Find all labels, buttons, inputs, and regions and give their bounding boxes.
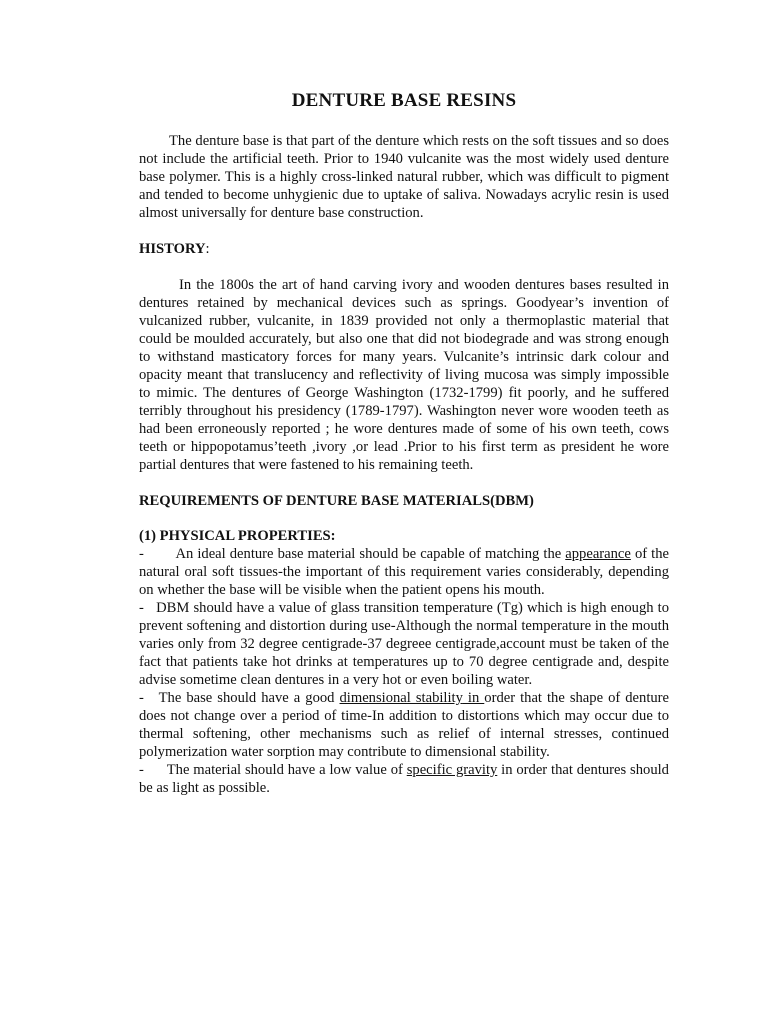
item1-suffix: of the natural oral soft tissues-the important of this requirement varies considerably, depending on whether the base will be visible when the patient opens his mouth.: [139, 546, 669, 598]
item3-underlined-2: in: [462, 690, 485, 706]
intro-paragraph: The denture base is that part of the denture which rests on the soft tissues and so does not include the artificial teeth. Prior to 1940 vulcanite was the most widely used denture base polymer. This is a highly cross-linked natural rubber, which was difficult to pigment and tended to become unhygienic due to uptake of saliva. Nowadays acrylic resin is used almost universally for denture base construction.: [139, 133, 669, 221]
history-heading-text: HISTORY: [139, 241, 206, 257]
spacer: [139, 510, 669, 527]
requirement-item-tg: - DBM should have a value of glass transition temperature (Tg) which is high enough to prevent softening and distortion during use-Although the normal temperature in the mouth varies only from 32 degree centigrade-37 degreee centigrade,account must be taken of the fact that patients take hot drinks at temperatures up to 70 degree centigrade and, despite advise sometime clean dentures in a very hot or even boiling water.: [139, 600, 673, 688]
history-paragraph: In the 1800s the art of hand carving ivory and wooden dentures bases resulted in dentures retained by mechanical devices such as springs. Goodyear’s invention of vulcanized rubber, vulcanite, in 1839 provided not only a thermoplastic material that could be moulded accurately, but also one that did not biodegrade and was strong enough to withstand masticatory forces for many years. Vulcanite’s intrinsic dark colour and opacity meant that translucency and reflectivity of living mucosa was simply impossible to mimic. The dentures of George Washington (1732-1799) fit poorly, and he suffered terribly throughout his presidency (1789-1797). Washington never wore wooden teeth as had been erroneously reported ; he wore dentures made of some of his own teeth, cows teeth or hippopotamus’teeth ,ivory ,or lead .Prior to his first term as president he wore partial dentures that were fastened to his remaining teeth.: [139, 277, 669, 473]
spacer: [139, 222, 669, 240]
item3-suffix: order that the shape of denture does not change over a period of time-In addition to distortions which may occur due to thermal softening, other mechanisms such as relief of internal stresses, continued polymerization water sorption may contribute to dimensional stability.: [139, 690, 670, 760]
document-body: [139, 90, 673, 797]
requirement-item-specific-gravity: [139, 761, 669, 797]
spacer: [139, 258, 669, 276]
item1-prefix: - An ideal denture base material should be capable of matching the: [139, 546, 566, 562]
physical-properties-heading: (1) PHYSICAL PROPERTIES:: [139, 528, 336, 544]
item4-suffix: in order that dentures should be as light as possible.: [139, 762, 669, 796]
item3-underlined: dimensional stability: [339, 690, 463, 706]
item4-prefix: - The material should have a low value of: [139, 762, 407, 778]
item3-prefix: - The base should have a good: [139, 690, 340, 706]
item4-underlined: specific gravity: [406, 762, 498, 778]
requirement-item-appearance: [139, 545, 669, 599]
spacer: [139, 474, 669, 492]
document-title: DENTURE BASE RESINS: [291, 90, 517, 111]
history-heading: [139, 240, 669, 258]
item1-underlined: appearance: [565, 546, 631, 562]
requirement-item-dimensional-stability: [139, 689, 669, 761]
history-heading-colon: :: [205, 241, 210, 257]
requirements-heading: REQUIREMENTS OF DENTURE BASE MATERIALS(DBM): [139, 493, 534, 509]
